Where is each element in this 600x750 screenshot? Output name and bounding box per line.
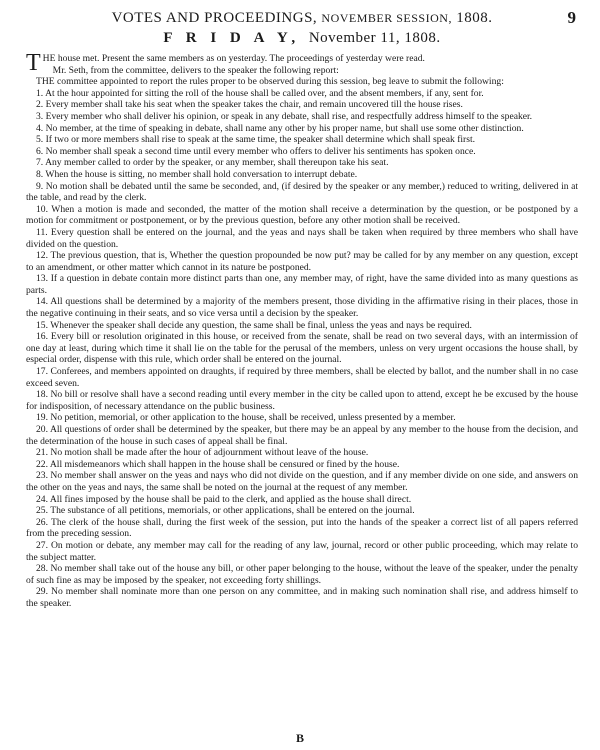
- rule-item: 17. Conferees, and members appointed on draughts, if required by three members, shall be elected by ballot, and the number shall in no case exceed seven.: [26, 366, 578, 389]
- rule-item: 1. At the hour appointed for sitting the roll of the house shall be called over, and the absent members, if any, sent for.: [36, 87, 484, 99]
- rule-item: 5. If two or more members shall rise to speak at the same time, the speaker shall determine which shall speak first.: [36, 134, 476, 146]
- title-main: VOTES AND PROCEEDINGS,: [111, 10, 318, 26]
- rule-item: 25. The substance of all petitions, memorials, or other applications, shall be entered on the journal.: [36, 505, 415, 517]
- page-number: 9: [567, 8, 576, 27]
- intro-paragraph: THE committee appointed to report the rules proper to be observed during this session, beg leave to submit the following:: [36, 76, 504, 88]
- rule-item: 9. No motion shall be debated until the same be seconded, and, (if desired by the speaker or any member,) reduced to writing, delivered in at the table, and read by the clerk.: [26, 180, 578, 204]
- rule-item: 15. Whenever the speaker shall decide any question, the same shall be final, unless the yeas and nays be required.: [36, 319, 472, 331]
- rule-item: 24. All fines imposed by the house shall be paid to the clerk, and applied as the house shall direct.: [36, 493, 412, 505]
- rule-item: 3. Every member who shall deliver his opinion, or speak in any debate, shall rise, and respectfully address himself to the speaker.: [36, 110, 533, 122]
- rule-item: 13. If a question in debate contain more distinct parts than one, any member may, of right, have the same divided into as many questions as parts.: [26, 273, 578, 296]
- rule-item: 6. No member shall speak a second time until every member who offers to deliver his sentiments has spoken once.: [36, 145, 476, 157]
- rule-item: 27. On motion or debate, any member may call for the reading of any law, journal, record or other public proceeding, which may relate to the subject matter.: [26, 539, 578, 563]
- rule-item: 21. No motion shall be made after the hour of adjournment without leave of the house.: [36, 447, 369, 459]
- rule-item: 10. When a motion is made and seconded, the matter of the motion shall receive a determination by the question, or be postponed by a motion for commitment or postponement, or by the previous question, before any other motion shall be received.: [26, 203, 578, 227]
- rule-item: 11. Every question shall be entered on the journal, and the yeas and nays shall be taken when required by three members who shall have divided on the question.: [26, 226, 578, 250]
- rule-item: 12. The previous question, that is, Whether the question propounded be now put? may be called for by any member on any question, except to an amendment, or other matter which cannot in its nature be postponed.: [26, 250, 578, 273]
- drop-cap: T: [26, 50, 41, 76]
- body-text: [26, 50, 578, 610]
- rule-item: 20. All questions of order shall be determined by the speaker, but there may be an appeal by any member to the house from the decision, and the determination of the house in such cases of appeal shall be final.: [26, 424, 578, 447]
- running-head: [26, 4, 578, 26]
- date: November 11, 1808.: [308, 30, 441, 46]
- title-session: NOVEMBER SESSION,: [321, 11, 452, 25]
- rule-item: 18. No bill or resolve shall have a second reading until every member in the city be called upon to attend, except he be excused by the house for indisposition, of necessary attendance on the public business.: [26, 389, 578, 412]
- title-year: 1808.: [456, 10, 493, 26]
- weekday: F R I D A Y,: [163, 30, 301, 46]
- opening-text: HE house met. Present the same members as on yesterday. The proceedings of yesterday were read.: [42, 53, 425, 64]
- rule-item: 8. When the house is sitting, no member shall hold conversation to interrupt debate.: [36, 168, 358, 180]
- rule-item: 28. No member shall take out of the house any bill, or other paper belonging to the house, without the leave of the speaker, under the penalty of such fine as may be imposed by the speaker, not exceeding forty shillings.: [26, 563, 578, 586]
- rule-item: 29. No member shall nominate more than one person on any committee, and in making such nomination shall rise, and address himself to the speaker.: [26, 586, 578, 609]
- intro-paragraph: Mr. Seth, from the committee, delivers to the speaker the following report:: [52, 64, 339, 76]
- rule-item: 19. No petition, memorial, or other application to the house, shall be received, unless presented by a member.: [36, 412, 456, 424]
- rule-item: 2. Every member shall take his seat when the speaker takes the chair, and remain uncovered till the house rises.: [36, 99, 463, 111]
- rule-item: 23. No member shall answer on the yeas and nays who did not divide on the question, and if any member divide on one side, and answers on the other on the yeas and nays, the same shall be noted on the journal at the request of any member.: [26, 470, 578, 493]
- rule-item: 22. All misdemeanors which shall happen in the house shall be censured or fined by the house.: [36, 458, 400, 470]
- rule-item: 14. All questions shall be determined by a majority of the members present, those dividing in the affirmative rising in their places, those in the negative continuing in their seats, and so vice versa until a decision by the speaker.: [26, 296, 578, 320]
- rule-item: 26. The clerk of the house shall, during the first week of the session, put into the hands of the speaker a correct list of all papers referred from the preceding session.: [26, 516, 578, 540]
- rule-item: 7. Any member called to order by the speaker, or any member, shall thereupon take his seat.: [36, 157, 389, 169]
- running-title: [26, 10, 578, 27]
- rule-item: 16. Every bill or resolution originated in this house, or received from the senate, shall be read on two several days, with an intermission of one day at least, during which time it shall lie on the table for the perusal of the members, unless on very urgent occasions the house shall, by especial order, dispense with this rule, which order shall be entered on the journal.: [26, 331, 578, 366]
- signature-mark: B: [295, 731, 304, 745]
- rule-item: 4. No member, at the time of speaking in debate, shall name any other by his proper name, but shall use some other distinction.: [36, 122, 524, 134]
- day-heading: [26, 30, 578, 47]
